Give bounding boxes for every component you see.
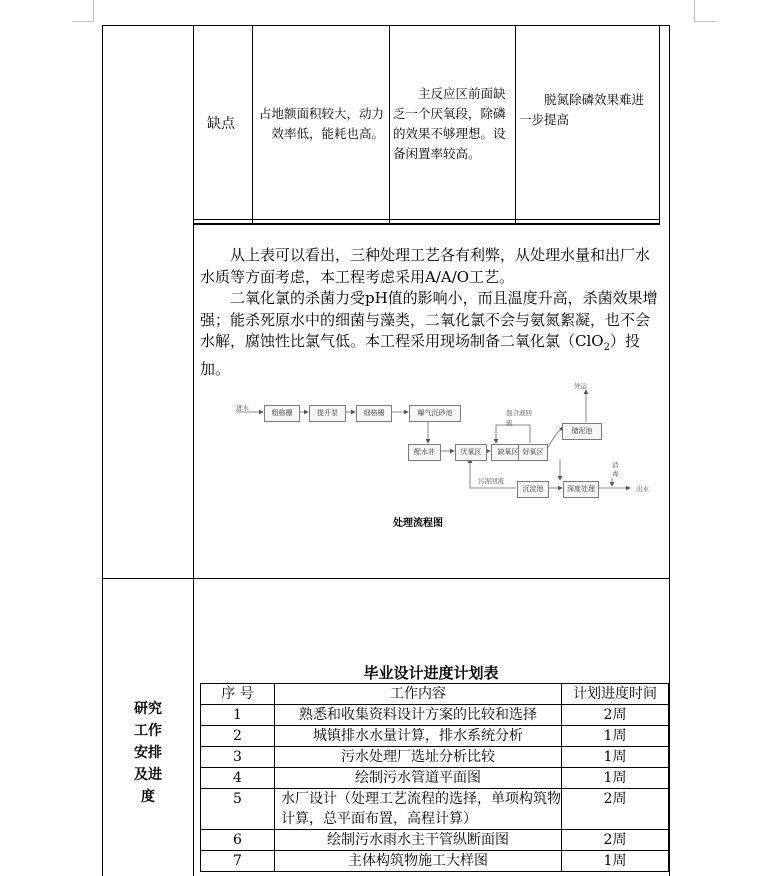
cell-no: 5 bbox=[201, 789, 275, 830]
corner-mark bbox=[93, 0, 94, 22]
mixed-return-label: 混合液回流 bbox=[506, 409, 532, 427]
cell-content: 绘制污水管道平面图 bbox=[275, 768, 562, 789]
cell-time: 1周 bbox=[562, 747, 669, 768]
cell-content: 城镇排水水量计算，排水系统分析 bbox=[275, 726, 562, 747]
fine-screen-box: 细格栅 bbox=[356, 405, 392, 422]
table-row bbox=[201, 747, 669, 768]
schedule-table bbox=[200, 683, 669, 872]
cell-no: 4 bbox=[201, 768, 275, 789]
outbound-label: 外运 bbox=[574, 382, 587, 390]
cell-disadvantage-3: 脱氮除磷效果难进一步提高 bbox=[519, 92, 645, 127]
header-no: 序 号 bbox=[201, 684, 275, 705]
paragraph-process-choice bbox=[200, 245, 662, 288]
paragraph-chlorine-dioxide bbox=[200, 288, 662, 380]
inner-table-border bbox=[252, 25, 253, 223]
section-divider bbox=[102, 578, 670, 579]
outlet-label: 出水 bbox=[636, 485, 649, 493]
lift-pump-box: 提升泵 bbox=[309, 405, 346, 422]
cell-content: 污水处理厂选址分析比较 bbox=[275, 747, 562, 768]
process-flowchart bbox=[200, 375, 662, 505]
cell-time: 2周 bbox=[562, 789, 669, 830]
cell-content: 绘制污水雨水主干管纵断面图 bbox=[275, 830, 562, 851]
grit-chamber-box: 曝气沉砂池 bbox=[409, 405, 461, 422]
inner-table-border bbox=[659, 25, 660, 223]
header-content: 工作内容 bbox=[275, 684, 562, 705]
subscript-2: 2 bbox=[603, 342, 610, 353]
table-row bbox=[201, 705, 669, 726]
inner-table-double-border bbox=[193, 219, 660, 220]
cell-disadvantage-1: 占地额面积较大，动力效率低，能耗也高。 bbox=[258, 106, 384, 141]
paragraph-text: 二氧化氯的杀菌力受pH值的影响小，而且温度升高，杀菌效果增强；能杀死原水中的细菌与藻类，二氧化氯不会与氨氮絮凝，也不会水解，腐蚀性比氯气低。本工程采用现场制备二氧化氯（ClO bbox=[200, 289, 658, 350]
table-row bbox=[201, 830, 669, 851]
clarifier-box: 沉淀池 bbox=[517, 481, 549, 498]
corner-mark bbox=[694, 0, 695, 22]
cell-content: 水厂设计（处理工艺流程的选择，单项构筑物计算，总平面布置，高程计算） bbox=[275, 789, 562, 830]
cell-no: 6 bbox=[201, 830, 275, 851]
outer-left-border bbox=[102, 25, 103, 876]
cell-content: 熟悉和收集资料设计方案的比较和选择 bbox=[275, 705, 562, 726]
table-row bbox=[201, 851, 669, 872]
paragraph-text: 从上表可以看出，三种处理工艺各有利弊，从处理水量和出厂水水质等方面考虑，本工程考虑采用A/A/O工艺。 bbox=[200, 246, 651, 286]
header-time: 计划进度时间 bbox=[562, 684, 669, 705]
section-label-text: 研究工作安排及进度 bbox=[134, 701, 162, 805]
inlet-label: 进水 bbox=[236, 404, 249, 412]
coarse-screen-box: 粗格栅 bbox=[264, 405, 300, 422]
cell-time: 2周 bbox=[562, 705, 669, 726]
schedule-title: 毕业设计进度计划表 bbox=[363, 664, 499, 682]
table-header-row bbox=[201, 684, 669, 705]
label-column-divider bbox=[193, 25, 194, 876]
cell-no: 7 bbox=[201, 851, 275, 872]
cell-time: 1周 bbox=[562, 851, 669, 872]
cell-time: 1周 bbox=[562, 768, 669, 789]
deep-treatment-box: 深度处理 bbox=[563, 481, 599, 498]
cell-no: 3 bbox=[201, 747, 275, 768]
inner-table-border bbox=[389, 25, 390, 223]
flowchart-caption: 处理流程图 bbox=[393, 518, 443, 529]
disinfection-label: 消毒 bbox=[612, 461, 619, 478]
corner-mark bbox=[694, 21, 716, 22]
anaerobic-zone-box: 厌氧区 bbox=[455, 444, 487, 461]
inner-table-border bbox=[515, 25, 516, 223]
cell-no: 2 bbox=[201, 726, 275, 747]
corner-mark bbox=[72, 21, 94, 22]
cell-time: 1周 bbox=[562, 726, 669, 747]
anoxic-zone-box: 缺氧区 bbox=[491, 444, 525, 461]
inner-table-double-border bbox=[193, 223, 660, 225]
outer-right-border bbox=[669, 25, 670, 876]
sludge-tank-box: 储泥池 bbox=[562, 423, 602, 440]
aerobic-zone-box: 好氧区 bbox=[518, 444, 548, 461]
row-label-disadvantage: 缺点 bbox=[207, 116, 235, 132]
cell-content: 主体构筑物施工大样图 bbox=[275, 851, 562, 872]
cell-no: 1 bbox=[201, 705, 275, 726]
table-row bbox=[201, 768, 669, 789]
top-border bbox=[102, 25, 670, 26]
table-row bbox=[201, 789, 669, 830]
cell-disadvantage-2: 主反应区前面缺乏一个厌氧段，除磷的效果不够理想。设备闲置率较高。 bbox=[393, 86, 506, 161]
distribution-well-box: 配水井 bbox=[408, 444, 441, 461]
paragraph-text-end: ）投加。 bbox=[200, 332, 640, 378]
table-row bbox=[201, 726, 669, 747]
cell-time: 2周 bbox=[562, 830, 669, 851]
sludge-return-label: 污泥回流 bbox=[478, 477, 504, 485]
section-label-research-plan bbox=[128, 698, 168, 808]
